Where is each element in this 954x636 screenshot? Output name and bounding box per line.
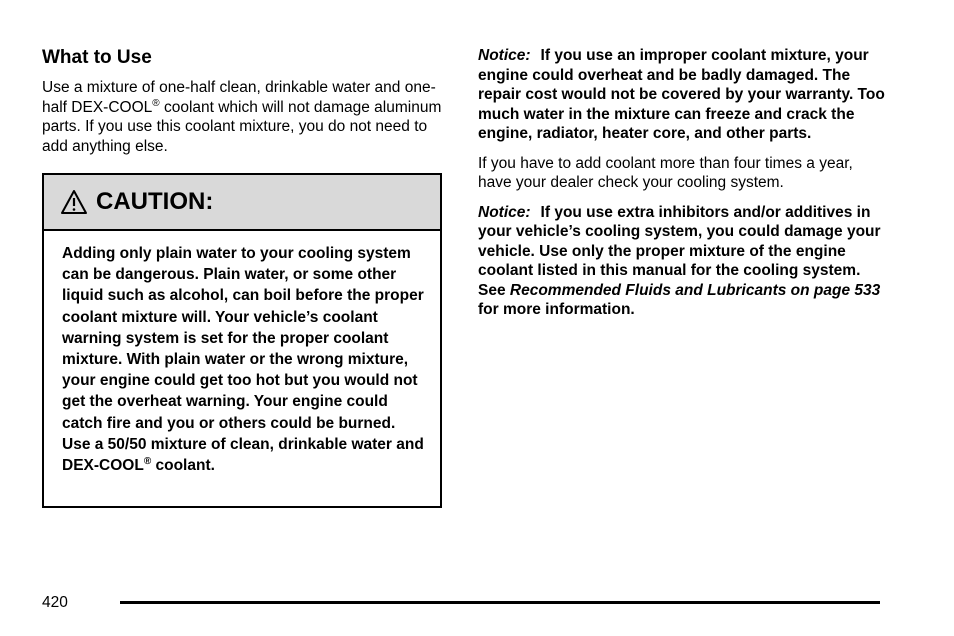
caution-text-a: Adding only plain water to your cooling system can be dangerous. Plain water, or some other liquid such as alcohol, can boil before the proper coolant mixture will. Your vehicle’s coolant warning system is set for the proper coolant mixture. With plain water or the wrong mixture, your engine could get too hot but you would not get the overheat warning. Your engine could catch fire and you or others could be burned. Use a 50/50 mixture of clean, drinkable water and DEX-COOL — [62, 245, 424, 475]
notice-label: Notice: — [478, 47, 531, 64]
left-column — [42, 46, 446, 156]
page-number: 420 — [42, 594, 68, 611]
caution-text-b: coolant. — [151, 457, 215, 475]
notice-label: Notice: — [478, 203, 531, 221]
notice-1-text: If you use an improper coolant mixture, your engine could overheat and be badly damaged. The repair cost would not be covered by your warranty. Too much water in the mixture can freeze and crack the engine, radiator, heater core, and other parts. — [478, 47, 885, 142]
registered-mark: ® — [143, 455, 152, 467]
caution-header — [44, 175, 440, 231]
notice-2-text: If you use extra inhibitors and/or additives in your vehicle’s cooling system, you could damage your vehicle. Use only the proper mixture of the engine coolant listed in this manual for the cooling system. See — [478, 203, 881, 299]
notice-1 — [478, 46, 888, 144]
right-column — [478, 46, 888, 330]
caution-title: CAUTION: — [96, 188, 214, 215]
notice-2-tail: for more information. — [478, 301, 635, 318]
registered-mark: ® — [152, 97, 160, 109]
caution-body — [44, 231, 440, 476]
coolant-paragraph: If you have to add coolant more than four times a year, have your dealer check your cooling system. — [478, 154, 853, 191]
section-heading: What to Use — [42, 47, 152, 68]
intro-text-b: coolant which will not damage aluminum parts. If you use this coolant mixture, you do not need to add anything else. — [42, 98, 442, 155]
intro-paragraph — [42, 78, 446, 156]
intro-text-a: Use a mixture of one-half clean, drinkable water and one-half DEX-COOL — [42, 79, 436, 116]
footer-rule — [120, 601, 880, 604]
warning-triangle-icon — [60, 189, 88, 215]
notice-2 — [478, 203, 888, 320]
cross-reference-link[interactable]: Recommended Fluids and Lubricants on page 533 — [509, 281, 881, 299]
caution-box — [42, 173, 442, 508]
